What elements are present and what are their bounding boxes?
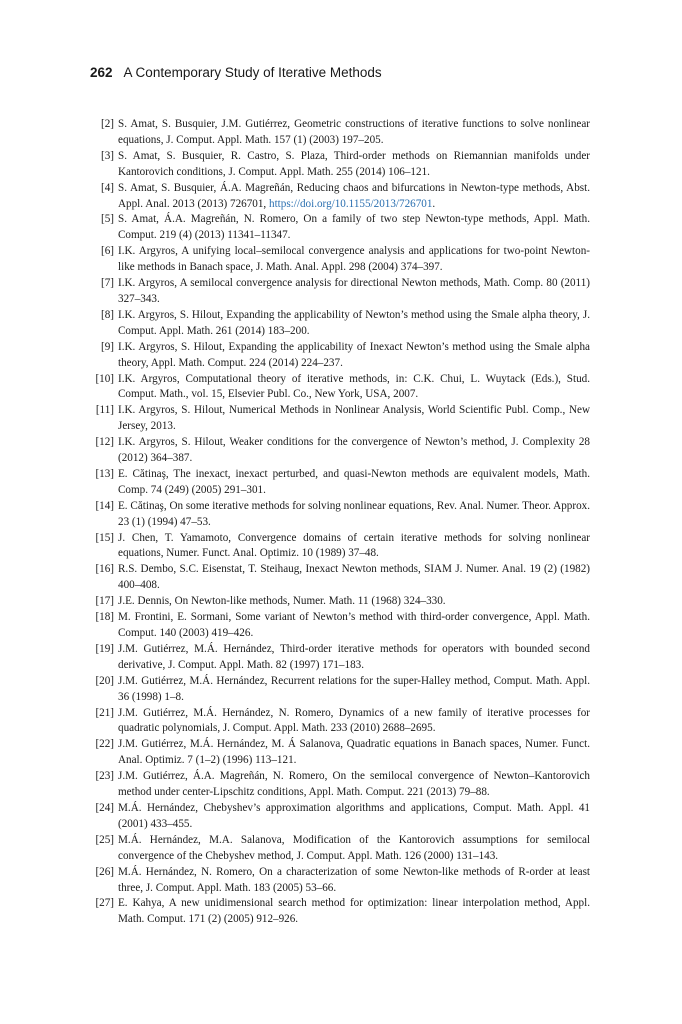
reference-item bbox=[92, 706, 590, 738]
reference-number: [5] bbox=[101, 213, 114, 226]
reference-number: [20] bbox=[95, 674, 114, 687]
reference-text: S. Amat, S. Busquier, R. Castro, S. Plaza, Third-order methods on Riemannian manifolds under Kantorovich conditions, J. Comput. Appl. Math. 255 (2014) 106–121. bbox=[118, 149, 590, 178]
reference-text-tail: . bbox=[432, 197, 436, 210]
reference-item bbox=[92, 435, 590, 467]
reference-item bbox=[92, 212, 590, 244]
reference-item bbox=[92, 308, 590, 340]
reference-text: J.M. Gutiérrez, M.Á. Hernández, Recurrent relations for the super-Halley method, Comput. Math. Appl. 36 (1998) 1–8. bbox=[118, 674, 590, 703]
reference-item bbox=[92, 594, 590, 610]
reference-text: E. Kahya, A new unidimensional search method for optimization: linear interpolation method, Appl. Math. Comput. 171 (2) (2005) 912–926. bbox=[118, 897, 590, 926]
reference-number: [18] bbox=[95, 611, 114, 624]
reference-item bbox=[92, 531, 590, 563]
reference-text: I.K. Argyros, Computational theory of iterative methods, in: C.K. Chui, L. Wuytack (Eds.), Stud. Comput. Math., vol. 15, Elsevier Publ. Co., New York, USA, 2007. bbox=[118, 372, 590, 401]
reference-item bbox=[92, 499, 590, 531]
reference-text: M.Á. Hernández, N. Romero, On a characterization of some Newton-like methods of R-order at least three, J. Comput. Appl. Math. 183 (2005) 53–66. bbox=[118, 865, 590, 894]
reference-item bbox=[92, 801, 590, 833]
reference-text: I.K. Argyros, S. Hilout, Expanding the applicability of Inexact Newton’s method using the Smale alpha theory, Appl. Math. Comput. 224 (2014) 224–237. bbox=[118, 340, 590, 369]
reference-item bbox=[92, 896, 590, 928]
reference-number: [9] bbox=[101, 340, 114, 353]
reference-text: R.S. Dembo, S.C. Eisenstat, T. Steihaug, Inexact Newton methods, SIAM J. Numer. Anal. 19 (2) (1982) 400–408. bbox=[118, 563, 590, 592]
running-head bbox=[90, 65, 610, 85]
reference-number: [4] bbox=[101, 181, 114, 194]
reference-item bbox=[92, 244, 590, 276]
reference-text: I.K. Argyros, S. Hilout, Expanding the applicability of Newton’s method using the Smale alpha theory, J. Comput. Appl. Math. 261 (2014) 183–200. bbox=[118, 308, 590, 337]
reference-item bbox=[92, 610, 590, 642]
reference-number: [12] bbox=[95, 436, 114, 449]
reference-text: E. Cătinaş, The inexact, inexact perturbed, and quasi-Newton methods are equivalent models, Math. Comp. 74 (249) (2005) 291–301. bbox=[118, 467, 590, 496]
reference-number: [21] bbox=[95, 706, 114, 719]
reference-number: [7] bbox=[101, 277, 114, 290]
reference-number: [19] bbox=[95, 642, 114, 655]
reference-item bbox=[92, 833, 590, 865]
reference-text: S. Amat, S. Busquier, Á.A. Magreñán, Reducing chaos and bifurcations in Newton-type methods, Abst. Appl. Anal. 2013 (2013) 726701, bbox=[118, 181, 590, 210]
reference-list bbox=[92, 117, 590, 928]
reference-text: J.M. Gutiérrez, M.Á. Hernández, M. Á Salanova, Quadratic equations in Banach spaces, Numer. Funct. Anal. Optimiz. 7 (1–2) (1996) 113–121. bbox=[118, 738, 590, 767]
reference-item bbox=[92, 181, 590, 213]
reference-number: [17] bbox=[95, 595, 114, 608]
reference-item bbox=[92, 149, 590, 181]
reference-item bbox=[92, 117, 590, 149]
reference-number: [14] bbox=[95, 499, 114, 512]
reference-number: [22] bbox=[95, 738, 114, 751]
reference-text: S. Amat, Á.A. Magreñán, N. Romero, On a family of two step Newton-type methods, Appl. Math. Comput. 219 (4) (2013) 11341–11347. bbox=[118, 213, 590, 242]
reference-text: J.M. Gutiérrez, M.Á. Hernández, Third-order iterative methods for operators with bounded second derivative, J. Comput. Appl. Math. 82 (1997) 171–183. bbox=[118, 642, 590, 671]
reference-text: I.K. Argyros, A unifying local–semilocal convergence analysis and applications for two-point Newton-like methods in Banach space, J. Math. Anal. Appl. 298 (2004) 374–397. bbox=[118, 245, 590, 274]
book-title: A Contemporary Study of Iterative Methods bbox=[123, 65, 382, 80]
reference-number: [27] bbox=[95, 897, 114, 910]
reference-item bbox=[92, 737, 590, 769]
doi-link[interactable]: https://doi.org/10.1155/2013/726701 bbox=[269, 197, 433, 210]
reference-text: M.Á. Hernández, Chebyshev’s approximation algorithms and applications, Comput. Math. Appl. 41 (2001) 433–455. bbox=[118, 801, 590, 830]
reference-number: [26] bbox=[95, 865, 114, 878]
reference-number: [8] bbox=[101, 308, 114, 321]
reference-item bbox=[92, 865, 590, 897]
reference-item bbox=[92, 562, 590, 594]
reference-number: [15] bbox=[95, 531, 114, 544]
reference-number: [3] bbox=[101, 149, 114, 162]
reference-item bbox=[92, 276, 590, 308]
reference-number: [16] bbox=[95, 563, 114, 576]
reference-number: [11] bbox=[95, 404, 114, 417]
reference-number: [2] bbox=[101, 118, 114, 130]
reference-text: S. Amat, S. Busquier, J.M. Gutiérrez, Geometric constructions of iterative functions to solve nonlinear equations, J. Comput. Appl. Math. 157 (1) (2003) 197–205. bbox=[118, 118, 590, 146]
page-number: 262 bbox=[90, 65, 113, 80]
reference-text: I.K. Argyros, A semilocal convergence analysis for directional Newton methods, Math. Comp. 80 (2011) 327–343. bbox=[118, 277, 590, 305]
reference-item bbox=[92, 642, 590, 674]
reference-text: J.E. Dennis, On Newton-like methods, Numer. Math. 11 (1968) 324–330. bbox=[118, 595, 446, 608]
reference-number: [6] bbox=[101, 245, 114, 258]
reference-number: [13] bbox=[95, 467, 114, 480]
reference-number: [25] bbox=[95, 833, 114, 846]
reference-item bbox=[92, 403, 590, 435]
reference-text: J.M. Gutiérrez, M.Á. Hernández, N. Romero, Dynamics of a new family of iterative processes for quadratic polynomials, J. Comput. Appl. Math. 233 (2010) 2688–2695. bbox=[118, 706, 590, 735]
reference-text: E. Cătinaş, On some iterative methods for solving nonlinear equations, Rev. Anal. Numer. Theor. Approx. 23 (1) (1994) 47–53. bbox=[118, 499, 590, 528]
reference-item bbox=[92, 372, 590, 404]
reference-item bbox=[92, 340, 590, 372]
reference-number: [24] bbox=[95, 801, 114, 814]
reference-text: I.K. Argyros, S. Hilout, Weaker conditions for the convergence of Newton’s method, J. Complexity 28 (2012) 364–387. bbox=[118, 436, 590, 465]
reference-item bbox=[92, 769, 590, 801]
reference-item bbox=[92, 467, 590, 499]
reference-text: M.Á. Hernández, M.A. Salanova, Modification of the Kantorovich assumptions for semilocal convergence of the Chebyshev method, J. Comput. Appl. Math. 126 (2000) 131–143. bbox=[118, 833, 590, 862]
reference-text: M. Frontini, E. Sormani, Some variant of Newton’s method with third-order convergence, Appl. Math. Comput. 140 (2003) 419–426. bbox=[118, 611, 590, 639]
reference-text: J. Chen, T. Yamamoto, Convergence domains of certain iterative methods for solving nonlinear equations, Numer. Funct. Anal. Optimiz. 10 (1989) 37–48. bbox=[118, 531, 590, 560]
reference-item bbox=[92, 674, 590, 706]
reference-text: J.M. Gutiérrez, Á.A. Magreñán, N. Romero, On the semilocal convergence of Newton–Kantorovich method under center-Lipschitz conditions, Appl. Math. Comput. 221 (2013) 79–88. bbox=[118, 770, 590, 799]
reference-text: I.K. Argyros, S. Hilout, Numerical Methods in Nonlinear Analysis, World Scientific Publ. Comp., New Jersey, 2013. bbox=[118, 404, 590, 433]
reference-number: [23] bbox=[95, 770, 114, 783]
reference-number: [10] bbox=[95, 372, 114, 385]
